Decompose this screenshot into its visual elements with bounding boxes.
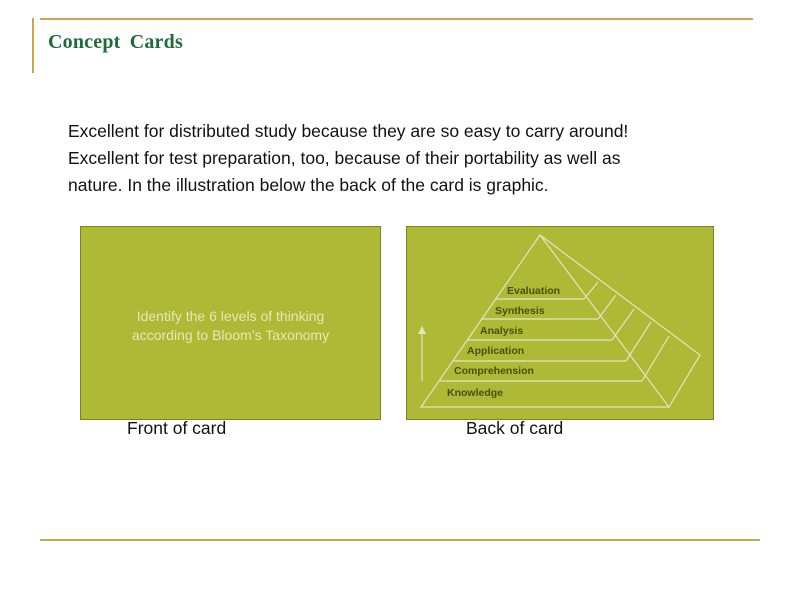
pyramid-facet [598,295,616,319]
body-line: nature. In the illustration below the back of the card is graphic. [68,175,549,195]
slide-title: Concept Cards [48,31,183,53]
pyramid-level-label: Analysis [480,325,524,337]
front-card-text [81,307,380,345]
top-rule [40,18,753,20]
back-card-caption: Back of card [466,418,564,438]
body-line: Excellent for distributed study because they are so easy to carry around! [68,121,629,141]
front-card-line: according to Bloom’s Taxonomy [131,327,330,343]
bloom-pyramid-diagram [407,227,713,419]
pyramid-level-label: Comprehension [454,365,534,377]
pyramid-level-label: Synthesis [495,305,545,317]
pyramid-level-label: Application [467,345,525,357]
pyramid-facet [626,322,651,361]
front-card-caption: Front of card [127,418,227,438]
pyramid-level-label: Knowledge [447,387,504,399]
front-card-line: Identify the 6 levels of thinking [136,308,325,324]
body-line: Excellent for test preparation, too, because of their portability as well as [68,148,621,168]
pyramid-facet [642,336,669,381]
pyramid-facet [584,282,598,299]
back-card [406,226,714,420]
front-card [80,226,381,420]
pyramid-level-label: Evaluation [507,285,561,297]
pyramid-facet [612,309,634,340]
left-rule [32,18,34,73]
body-text [68,118,708,199]
arrow-head-icon [418,326,426,334]
bottom-rule [40,539,760,541]
